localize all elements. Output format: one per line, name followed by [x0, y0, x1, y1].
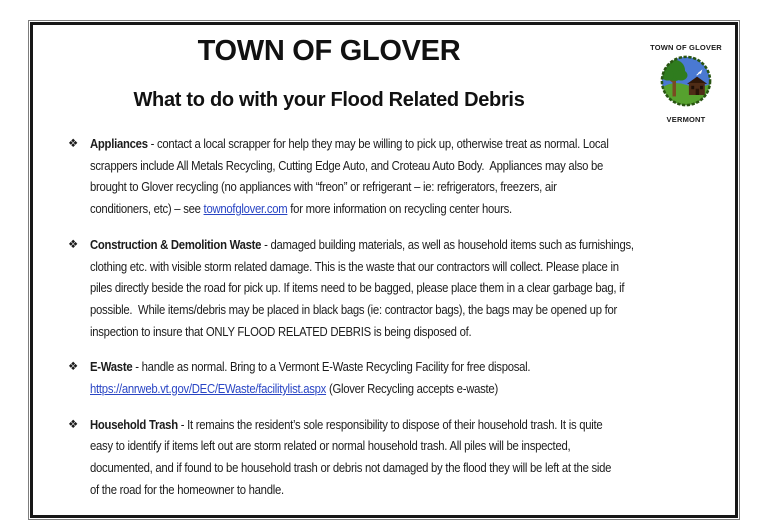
section-heading: Household Trash	[90, 416, 178, 432]
body-text: clothing etc. with visible storm related damage. This is the waste that our contractors will collect. Please place in	[90, 258, 619, 274]
body-text: for more information on recycling center hours.	[287, 201, 512, 217]
debris-section	[68, 356, 727, 399]
diamond-bullet-icon: ❖	[68, 359, 79, 374]
section-heading: Construction & Demolition Waste	[90, 236, 262, 252]
text-line	[90, 479, 644, 501]
body-text: inspection to insure that ONLY FLOOD RELATED DEBRIS is being disposed of.	[90, 323, 472, 339]
hyperlink[interactable]: townofglover.com	[203, 201, 288, 217]
body-text: conditioners, etc) – see	[90, 201, 204, 217]
text-line	[90, 321, 644, 343]
text-line	[90, 378, 644, 400]
body-text: piles directly beside the road for pick up. If items need to be bagged, please place them in a clear garbage bag, if	[90, 280, 625, 296]
section-text	[90, 133, 727, 220]
text-line	[90, 435, 644, 457]
text-line	[90, 414, 644, 436]
document-page	[28, 20, 740, 520]
text-line	[90, 277, 644, 299]
debris-section	[68, 133, 727, 220]
body-text: of the road for the homeowner to handle.	[90, 481, 284, 497]
diamond-bullet-icon: ❖	[68, 416, 79, 431]
body-text: possible. While items/debris may be placed in black bags (ie: contractor bags), the bags may be opened up for	[90, 301, 618, 317]
logo-town-name: TOWN OF GLOVER	[650, 43, 722, 52]
debris-section	[68, 414, 727, 501]
body-text: - It remains the resident’s sole responsibility to dispose of their household trash. It is quite	[177, 416, 603, 432]
section-heading: Appliances	[90, 136, 148, 151]
body-text: documented, and if found to be household trash or debris not damaged by the flood they will be left at the side	[90, 460, 612, 476]
body-text: easy to identify if items left out are storm related or normal household trash. All piles will be inspected,	[90, 438, 571, 454]
body-text: (Glover Recycling accepts e-waste)	[326, 381, 498, 397]
page-subtitle: What to do with your Flood Related Debris	[133, 89, 525, 111]
text-line	[90, 155, 644, 177]
town-logo	[648, 43, 724, 124]
body-text: - handle as normal. Bring to a Vermont E-Waste Recycling Facility for free disposal.	[132, 359, 531, 375]
text-line	[90, 299, 644, 321]
text-line	[90, 133, 644, 155]
text-line	[90, 198, 644, 220]
page-title: TOWN OF GLOVER	[197, 35, 461, 67]
section-text	[90, 356, 727, 399]
text-line	[90, 356, 644, 378]
body-text: - damaged building materials, as well as household items such as furnishings,	[261, 236, 634, 252]
diamond-bullet-icon: ❖	[68, 236, 79, 251]
section-text	[90, 234, 727, 343]
body-text: brought to Glover recycling (no appliances with “freon” or refrigerant – ie: refrigerators, freezers, air	[90, 179, 557, 195]
text-line	[90, 176, 644, 198]
logo-state-name: VERMONT	[666, 115, 706, 124]
section-text	[90, 414, 727, 501]
text-line	[90, 256, 644, 278]
diamond-bullet-icon: ❖	[68, 136, 79, 150]
section-heading: E-Waste	[90, 359, 133, 375]
town-seal-icon	[657, 54, 715, 108]
body-text: scrappers include All Metals Recycling, Cutting Edge Auto, and Croteau Auto Body. Appliances may also be	[90, 157, 604, 173]
debris-list	[33, 133, 735, 501]
text-line	[90, 457, 644, 479]
text-line	[90, 234, 644, 256]
body-text: - contact a local scrapper for help they may be willing to pick up, otherwise treat as normal. Local	[147, 136, 609, 151]
hyperlink[interactable]: https://anrweb.vt.gov/DEC/EWaste/facilitylist.aspx	[90, 381, 327, 397]
debris-section	[68, 234, 727, 343]
document-header	[33, 34, 735, 124]
page-border	[30, 22, 738, 518]
